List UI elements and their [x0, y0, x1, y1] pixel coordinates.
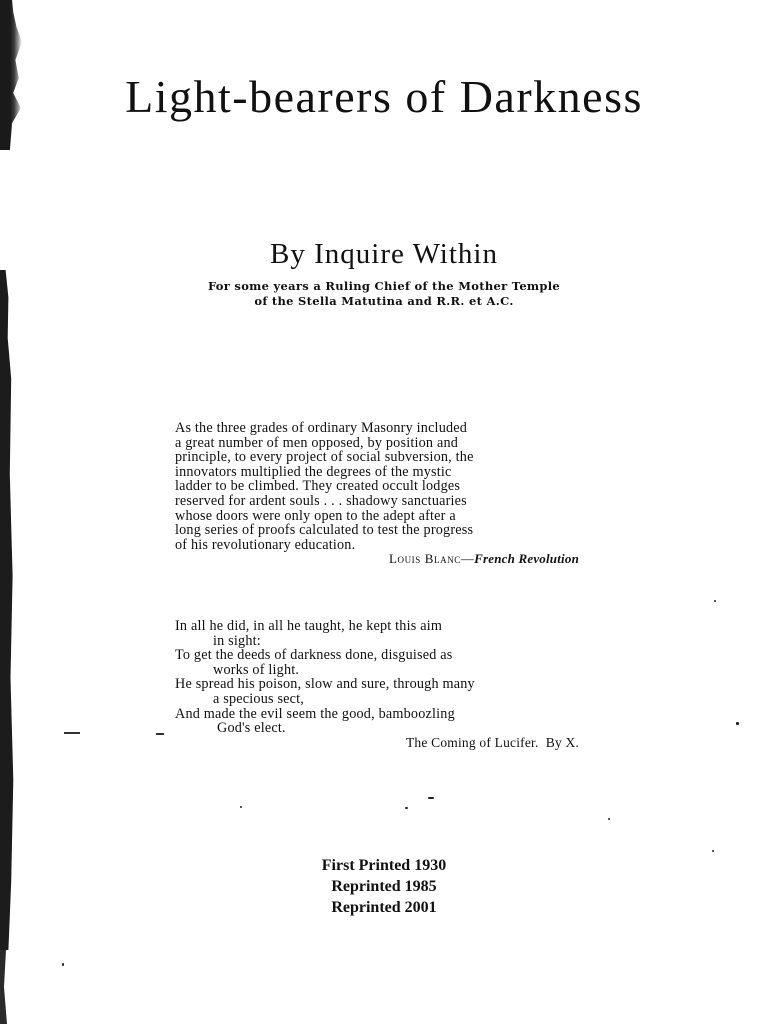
attribution-work: The Coming of Lucifer.	[405, 734, 539, 750]
epigraph-line: of his revolutionary education.	[175, 536, 356, 553]
reprint-date: Reprinted 1985	[331, 878, 437, 895]
epigraph-verse	[175, 619, 585, 750]
epigraph-attribution	[175, 552, 585, 567]
verse-line: In all he did, in all he taught, he kept this aim	[175, 618, 443, 634]
scan-edge-shadow-bottom	[0, 950, 10, 1024]
verse-line: He spread his poison, slow and sure, through many	[175, 676, 475, 693]
scan-speck	[712, 850, 714, 852]
scan-mark	[64, 732, 80, 734]
scan-speck	[736, 722, 739, 725]
epigraph-prose	[175, 421, 585, 567]
attribution-author: Louis Blanc	[388, 551, 461, 567]
scan-speck	[405, 807, 408, 809]
scan-speck	[62, 963, 64, 966]
verse-line: To get the deeds of darkness done, disguised as	[175, 647, 453, 664]
author-credentials	[150, 279, 618, 309]
author-credentials-line: For some years a Ruling Chief of the Mother Temple	[207, 279, 561, 293]
epigraph-line: innovators multiplied the degrees of the mystic	[175, 463, 452, 480]
scan-speck	[240, 806, 242, 808]
verse-line: in sight:	[213, 632, 261, 649]
scan-edge-shadow-middle	[0, 270, 14, 950]
reprint-date: Reprinted 2001	[331, 899, 437, 916]
attribution-dash: —	[460, 551, 475, 567]
book-title: Light-bearers of Darkness	[125, 71, 643, 122]
epigraph-line: a great number of men opposed, by position and	[175, 434, 459, 451]
scan-mark	[156, 733, 164, 735]
book-author: By Inquire Within	[270, 238, 498, 270]
verse-line: And made the evil seem the good, bamboozling	[175, 705, 455, 722]
epigraph-line: ladder to be climbed. They created occult lodges	[175, 478, 461, 495]
scan-speck	[714, 600, 716, 602]
scan-speck	[608, 818, 610, 820]
printing-history	[0, 855, 768, 918]
epigraph-line: As the three grades of ordinary Masonry included	[175, 420, 468, 436]
epigraph-line: whose doors were only open to the adept after a	[175, 507, 456, 524]
verse-line: works of light.	[213, 661, 300, 678]
epigraph-line: long series of proofs calculated to test the progress	[175, 522, 474, 539]
epigraph-line: principle, to every project of social subversion, the	[175, 449, 474, 466]
attribution-work: French Revolution	[474, 551, 579, 567]
first-printed: First Printed 1930	[321, 857, 447, 874]
epigraph-line: reserved for ardent souls . . . shadowy sanctuaries	[175, 492, 467, 509]
scan-speck	[428, 797, 434, 799]
author-credentials-line: of the Stella Matutina and R.R. et A.C.	[254, 294, 514, 308]
verse-line: a specious sect,	[213, 690, 305, 707]
attribution-author: By X.	[545, 734, 579, 750]
verse-line: God's elect.	[217, 720, 286, 737]
verse-attribution	[175, 736, 585, 751]
